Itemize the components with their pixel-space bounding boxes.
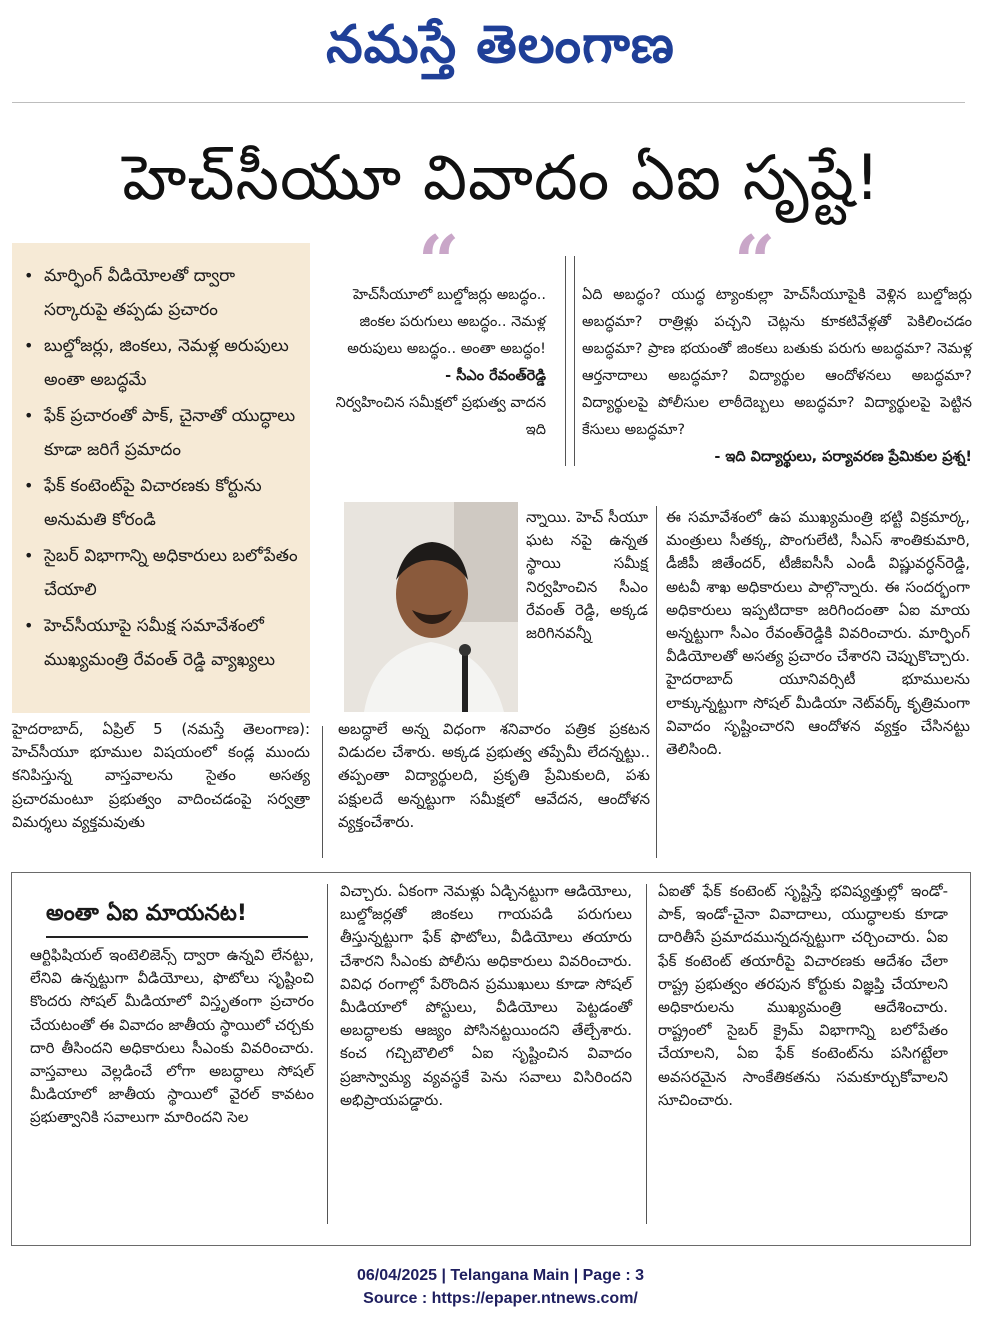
masthead: నమస్తే తెలంగాణ xyxy=(326,14,675,75)
highlight-item: • హెచ్‌సీయూపై సమీక్ష సమావేశంలో ముఖ్యమంత్రి రేవంత్ రెడ్డి వ్యాఖ్యలు xyxy=(22,609,302,677)
footer-date-line: 06/04/2025 | Telangana Main | Page : 3 xyxy=(356,1267,644,1284)
article-middle: అబద్ధాలే అన్న విధంగా శనివారం పత్రిక ప్రకటన విడుదల చేశారు. అక్కడ ప్రభుత్వ తప్పేమీ లేదన్నట్టు.. తప్పంతా విద్యార్థులది, ప్రకృతి ప్రేమికులది, పశు పక్షులదే అన్నట్టుగా సమీక్షలో ఆవేదన, ఆందోళన వ్యక్తంచేశారు. xyxy=(338,720,650,831)
bullet-icon: • xyxy=(24,266,34,285)
headline: హెచ్‌సీయూ వివాదం ఏఐ సృష్టే! xyxy=(122,141,881,214)
quote-government xyxy=(318,282,546,444)
quote-students xyxy=(582,282,972,471)
cm-photo xyxy=(344,502,518,712)
sidebar-box-col-1: ఆర్టిఫిషియల్ ఇంటెలిజెన్స్ ద్వారా ఉన్నవి లేనట్టు, లేనివి ఉన్నట్టుగా వీడియోలు, ఫొటోలు సృష్టించి కొందరు సోషల్ మీడియాలో విస్తృతంగా ప్రచారం చేయటంతో ఈ వివాదం జాతీయ స్థాయిలో చర్చకు దారి తీసిందని అధికారులు సీఎంకు వివరించారు. వాస్తవాలు వెల్లడించే లోగా అబద్ధాలు సోషల్ మీడియాలో జాతీయ స్థాయిలో వైరల్ కావటం ప్రభుత్వానికి సవాలుగా మారిందని సెల xyxy=(30,946,314,1127)
article-left: హైదరాబాద్, ఏప్రిల్ 5 (నమస్తే తెలంగాణ): హెచ్‌సీయూ భూముల విషయంలో కండ్ల ముందు కనిపిస్తున్న వాస్తవాలను సైతం అసత్య ప్రచారమంటూ ప్రభుత్వం వాదించడంపై సర్వత్రా విమర్శలు వ్యక్తమవుతు xyxy=(12,720,310,831)
article-beside-photo: న్నాయి. హెచ్ సీయూ ఘట నపై ఉన్నత స్థాయి సమీక్ష నిర్వహించిన సీఎం రేవంత్ రెడ్డి, అక్కడ జరిగినవన్నీ xyxy=(526,508,648,643)
highlight-item: • బుల్డోజర్లు, జింకలు, నెమళ్ల అరుపులు అంతా అబద్ధమే xyxy=(22,329,302,397)
column-divider xyxy=(327,884,328,1224)
quote-government-text: హెచ్‌సీయూలో బుల్డోజర్లు అబద్ధం.. జింకల పరుగులు అబద్ధం.. నెమళ్ల అరుపులు అబద్ధం.. అంతా అబద్ధం! xyxy=(347,287,546,357)
sidebar-box-title: అంతా ఏఐ మాయనట! xyxy=(46,901,247,926)
sidebar-box-col-3: ఏఐతో ఫేక్ కంటెంట్ సృష్టిస్తే భవిష్యత్తుల్లో ఇండో-పాక్, ఇండో-చైనా వివాదాలు, యుద్ధాలకు కూడా దారితీసే ప్రమాదమున్నదన్నట్టుగా చర్చించారు. ఏఐ ఫేక్ కంటెంట్ తయారీపై విచారణకు ఆదేశం చేలా రాష్ట్ర ప్రభుత్వం తరపున కోర్టుకు విజ్ఞప్తి చేయాలని అధికారులను ముఖ్యమంత్రి ఆదేశించారు. రాష్ట్రంలో సైబర్ క్రైమ్ విభాగాన్ని బలోపేతం చేయాలని, ఏఐ ఫేక్ కంటెంట్‌ను పసిగట్టేలా అవసరమైన సాంకేతికతను సమకూర్చుకోవాలని సూచించారు. xyxy=(658,882,948,1109)
highlight-item: • మార్ఫింగ్ వీడియోలతో ద్వారా సర్కారుపై తప్పడు ప్రచారం xyxy=(22,259,302,327)
bullet-icon: • xyxy=(24,336,34,355)
footer-source-link[interactable]: Source : https://epaper.ntnews.com/ xyxy=(363,1290,638,1307)
quote-students-signature: - ఇది విద్యార్థులు, పర్యావరణ ప్రేమికుల ప్రశ్న! xyxy=(714,449,972,465)
highlight-item: • సైబర్ విభాగాన్ని అధికారులు బలోపేతం చేయాలి xyxy=(22,539,302,607)
bullet-icon: • xyxy=(24,616,34,635)
quote-students-text: ఏది అబద్ధం? యుద్ధ ట్యాంకుల్లా హెచ్‌సీయూపైకి వెళ్లిన బుల్డోజర్లు అబద్ధమా? రాత్రిళ్లు పచ్చని చెట్లను కూకటివేళ్లతో పెకిలించడం అబద్ధమా? ప్రాణ భయంతో జింకలు బతుకు పరుగు అబద్ధమా? నెమళ్ల ఆర్తనాదాలు అబద్ధమా? విద్యార్థుల ఆందోళనలు అబద్ధమా? విద్యార్థులపై పోలీసుల లాఠీదెబ్బలు అబద్ధమా? విద్యార్థులపై పెట్టిన కేసులు అబద్ధమా? xyxy=(582,287,972,438)
column-divider xyxy=(656,506,657,858)
column-divider xyxy=(574,256,575,466)
quote-open-icon: “ xyxy=(734,219,776,304)
bullet-icon: • xyxy=(24,476,34,495)
highlight-item: • ఫేక్ కంటెంట్‌పై విచారణకు కోర్టును అనుమతి కోరండి xyxy=(22,469,302,537)
cm-photo-illustration xyxy=(344,502,518,712)
quote-government-caption: నిర్వహించిన సమీక్షలో ప్రభుత్వ వాదన ఇది xyxy=(335,395,546,438)
column-divider xyxy=(646,884,647,1224)
highlight-item: • ఫేక్ ప్రచారంతో పాక్, చైనాతో యుద్ధాలు కూడా జరిగే ప్రమాదం xyxy=(22,399,302,467)
bullet-icon: • xyxy=(24,546,34,565)
bullet-icon: • xyxy=(24,406,34,425)
column-divider xyxy=(322,726,323,858)
quote-open-icon: “ xyxy=(418,219,460,304)
quote-government-signature: - సీఎం రేవంత్‌రెడ్డి xyxy=(445,368,546,384)
article-right: ఈ సమావేశంలో ఉప ముఖ్యమంత్రి భట్టి విక్రమార్క, మంత్రులు సీతక్క, పొంగులేటి, సీఎస్ శాంతికుమారి, డీజీపీ జితేందర్, టీజీఐసీసీ ఎండీ విష్ణువర్ధన్‌రెడ్డి, అటవీ శాఖ అధికారులు పాల్గొన్నారు. ఈ సందర్భంగా అధికారులు ఇప్పటిదాకా జరిగిందంతా ఏఐ మాయ అన్నట్టుగా సీఎం రేవంత్‌రెడ్డికి వివరించారు. మార్ఫింగ్ వీడియోలతో అసత్య ప్రచారం చేశారని చెప్పుకొచ్చారు. హైదరాబాద్ యూనివర్సిటీ భూములను లాక్కున్నట్టుగా సోషల్ మీడియా నెట్‌వర్క్ కృత్రిమంగా వివాదం సృష్టించారని ఆందోళన వ్యక్తం చేసినట్టు తెలిసింది. xyxy=(666,508,970,759)
highlights-list xyxy=(12,243,310,677)
masthead-rule xyxy=(12,102,965,103)
highlights-box xyxy=(12,243,310,713)
column-divider xyxy=(565,256,566,466)
footer xyxy=(0,1264,1001,1310)
sidebar-box-col-2: విచ్చారు. ఏకంగా నెమళ్లు ఏడ్చినట్టుగా ఆడియోలు, బుల్డోజర్లతో జింకలు గాయపడి పరుగులు తీస్తున్నట్టుగా ఫేక్ ఫొటోలు, వీడియోలు తయారు చేశారని సీఎంకు పోలీసు అధికారులు వివరించారు. వివిధ రంగాల్లో పేరొందిన ప్రముఖులు కూడా సోషల్ మీడియాలో పోస్టులు, వీడియోలు పెట్టడంతో అబద్ధాలకు ఆజ్యం పోసినట్టయిందని తేల్చేశారు. కంచ గచ్చిబౌలిలో ఏఐ సృష్టించిన వివాదం ప్రజాస్వామ్య వ్యవస్థకే పెను సవాలు విసిరిందని అభిప్రాయపడ్డారు. xyxy=(340,882,632,1109)
sidebar-box-title-rule xyxy=(46,936,308,938)
